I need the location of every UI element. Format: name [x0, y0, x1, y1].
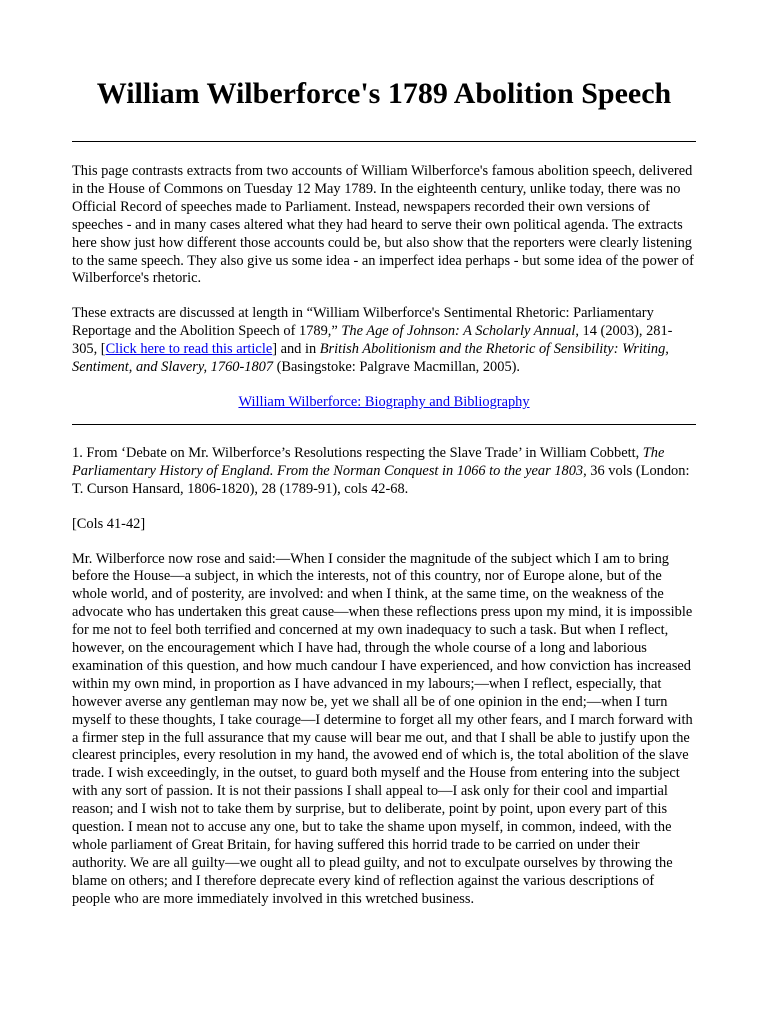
page-title: William Wilberforce's 1789 Abolition Speech: [96, 77, 672, 110]
middle-divider: [72, 424, 696, 425]
discussion-paragraph: [72, 305, 696, 377]
source-text-2: , 36 vols (London: T. Curson Hansard, 1806-1820), 28 (1789-91), cols 42-68.: [72, 462, 690, 497]
source-text-1: 1. From ‘Debate on Mr. Wilberforce’s Resolutions respecting the Slave Trade’ in William Cobbett,: [72, 444, 643, 461]
book-title: British Abolitionism and the Rhetoric of Sensibility: Writing, Sentiment, and Slavery, 1760-1807: [72, 341, 669, 376]
biography-bibliography-link[interactable]: William Wilberforce: Biography and Bibliography: [238, 393, 530, 410]
read-article-link[interactable]: Click here to read this article: [105, 341, 273, 358]
source-work-title: The Parliamentary History of England. From the Norman Conquest in 1066 to the year 1803: [72, 444, 665, 479]
source-citation: [72, 445, 696, 499]
intro-paragraph: This page contrasts extracts from two accounts of William Wilberforce's famous abolition speech, delivered in the House of Commons on Tuesday 12 May 1789. In the eighteenth century, unlike today, there was no Official Record of speeches made to Parliament. Instead, newspapers recorded their own versions of speeches - and in many cases altered what they had heard to serve their own political agenda. The extracts here show just how different those accounts could be, but also show that the reporters were clearly listening to the same speech. They also give us some idea - an imperfect idea perhaps - but some idea of the power of Wilberforce's rhetoric.: [72, 163, 694, 287]
bio-link-row: [72, 394, 696, 412]
columns-label: [Cols 41-42]: [72, 515, 146, 532]
discussion-text-3: ] and in: [272, 341, 320, 358]
discussion-text-4: (Basingstoke: Palgrave Macmillan, 2005).: [273, 359, 521, 376]
discussion-text-2: , 14 (2003), 281-305, [: [72, 323, 673, 358]
discussion-text-1: These extracts are discussed at length in “William Wilberforce's Sentimental Rhetoric: Parliamentary Reportage and the Abolition Speech of 1789,”: [72, 305, 654, 340]
speech-paragraph: Mr. Wilberforce now rose and said:—When I consider the magnitude of the subject which I am to bring before the House—a subject, in which the interests, not of this country, nor of Europe alone, but of the whole world, and of posterity, are involved: and when I think, at the same time, on the weakness of the advocate who has undertaken this great cause—when these reflections press upon my mind, it is impossible for me not to feel both terrified and concerned at my own inadequacy to such a task. But when I reflect, however, on the encouragement which I have had, through the whole course of a long and laborious examination of this question, and how much candour I have experienced, and how conviction has increased within my own mind, in proportion as I have advanced in my labours;—when I reflect, especially, that however averse any gentleman may now be, yet we shall all be of one opinion in the end;—when I turn myself to these thoughts, I take courage—I determine to forget all my other fears, and I march forward with a firmer step in the full assurance that my cause will bear me out, and that I shall be able to justify upon the clearest principles, every resolution in my hand, the avowed end of which is, the total abolition of the slave trade. I wish exceedingly, in the outset, to guard both myself and the House from entering into the subject with any sort of passion. It is not their passions I shall appeal to—I ask only for their cool and impartial reason; and I wish not to take them by surprise, but to deliberate, point by point, upon every part of this question. I mean not to accuse any one, but to take the shame upon myself, in common, indeed, with the whole parliament of Great Britain, for having suffered this horrid trade to be carried on under their authority. We are all guilty—we ought all to plead guilty, and not to exculpate ourselves by throwing the blame on others; and I therefore deprecate every kind of reflection against the various descriptions of people who are more immediately involved in this wretched business.: [72, 550, 693, 907]
top-divider: [72, 141, 696, 142]
journal-title: The Age of Johnson: A Scholarly Annual: [341, 323, 576, 340]
